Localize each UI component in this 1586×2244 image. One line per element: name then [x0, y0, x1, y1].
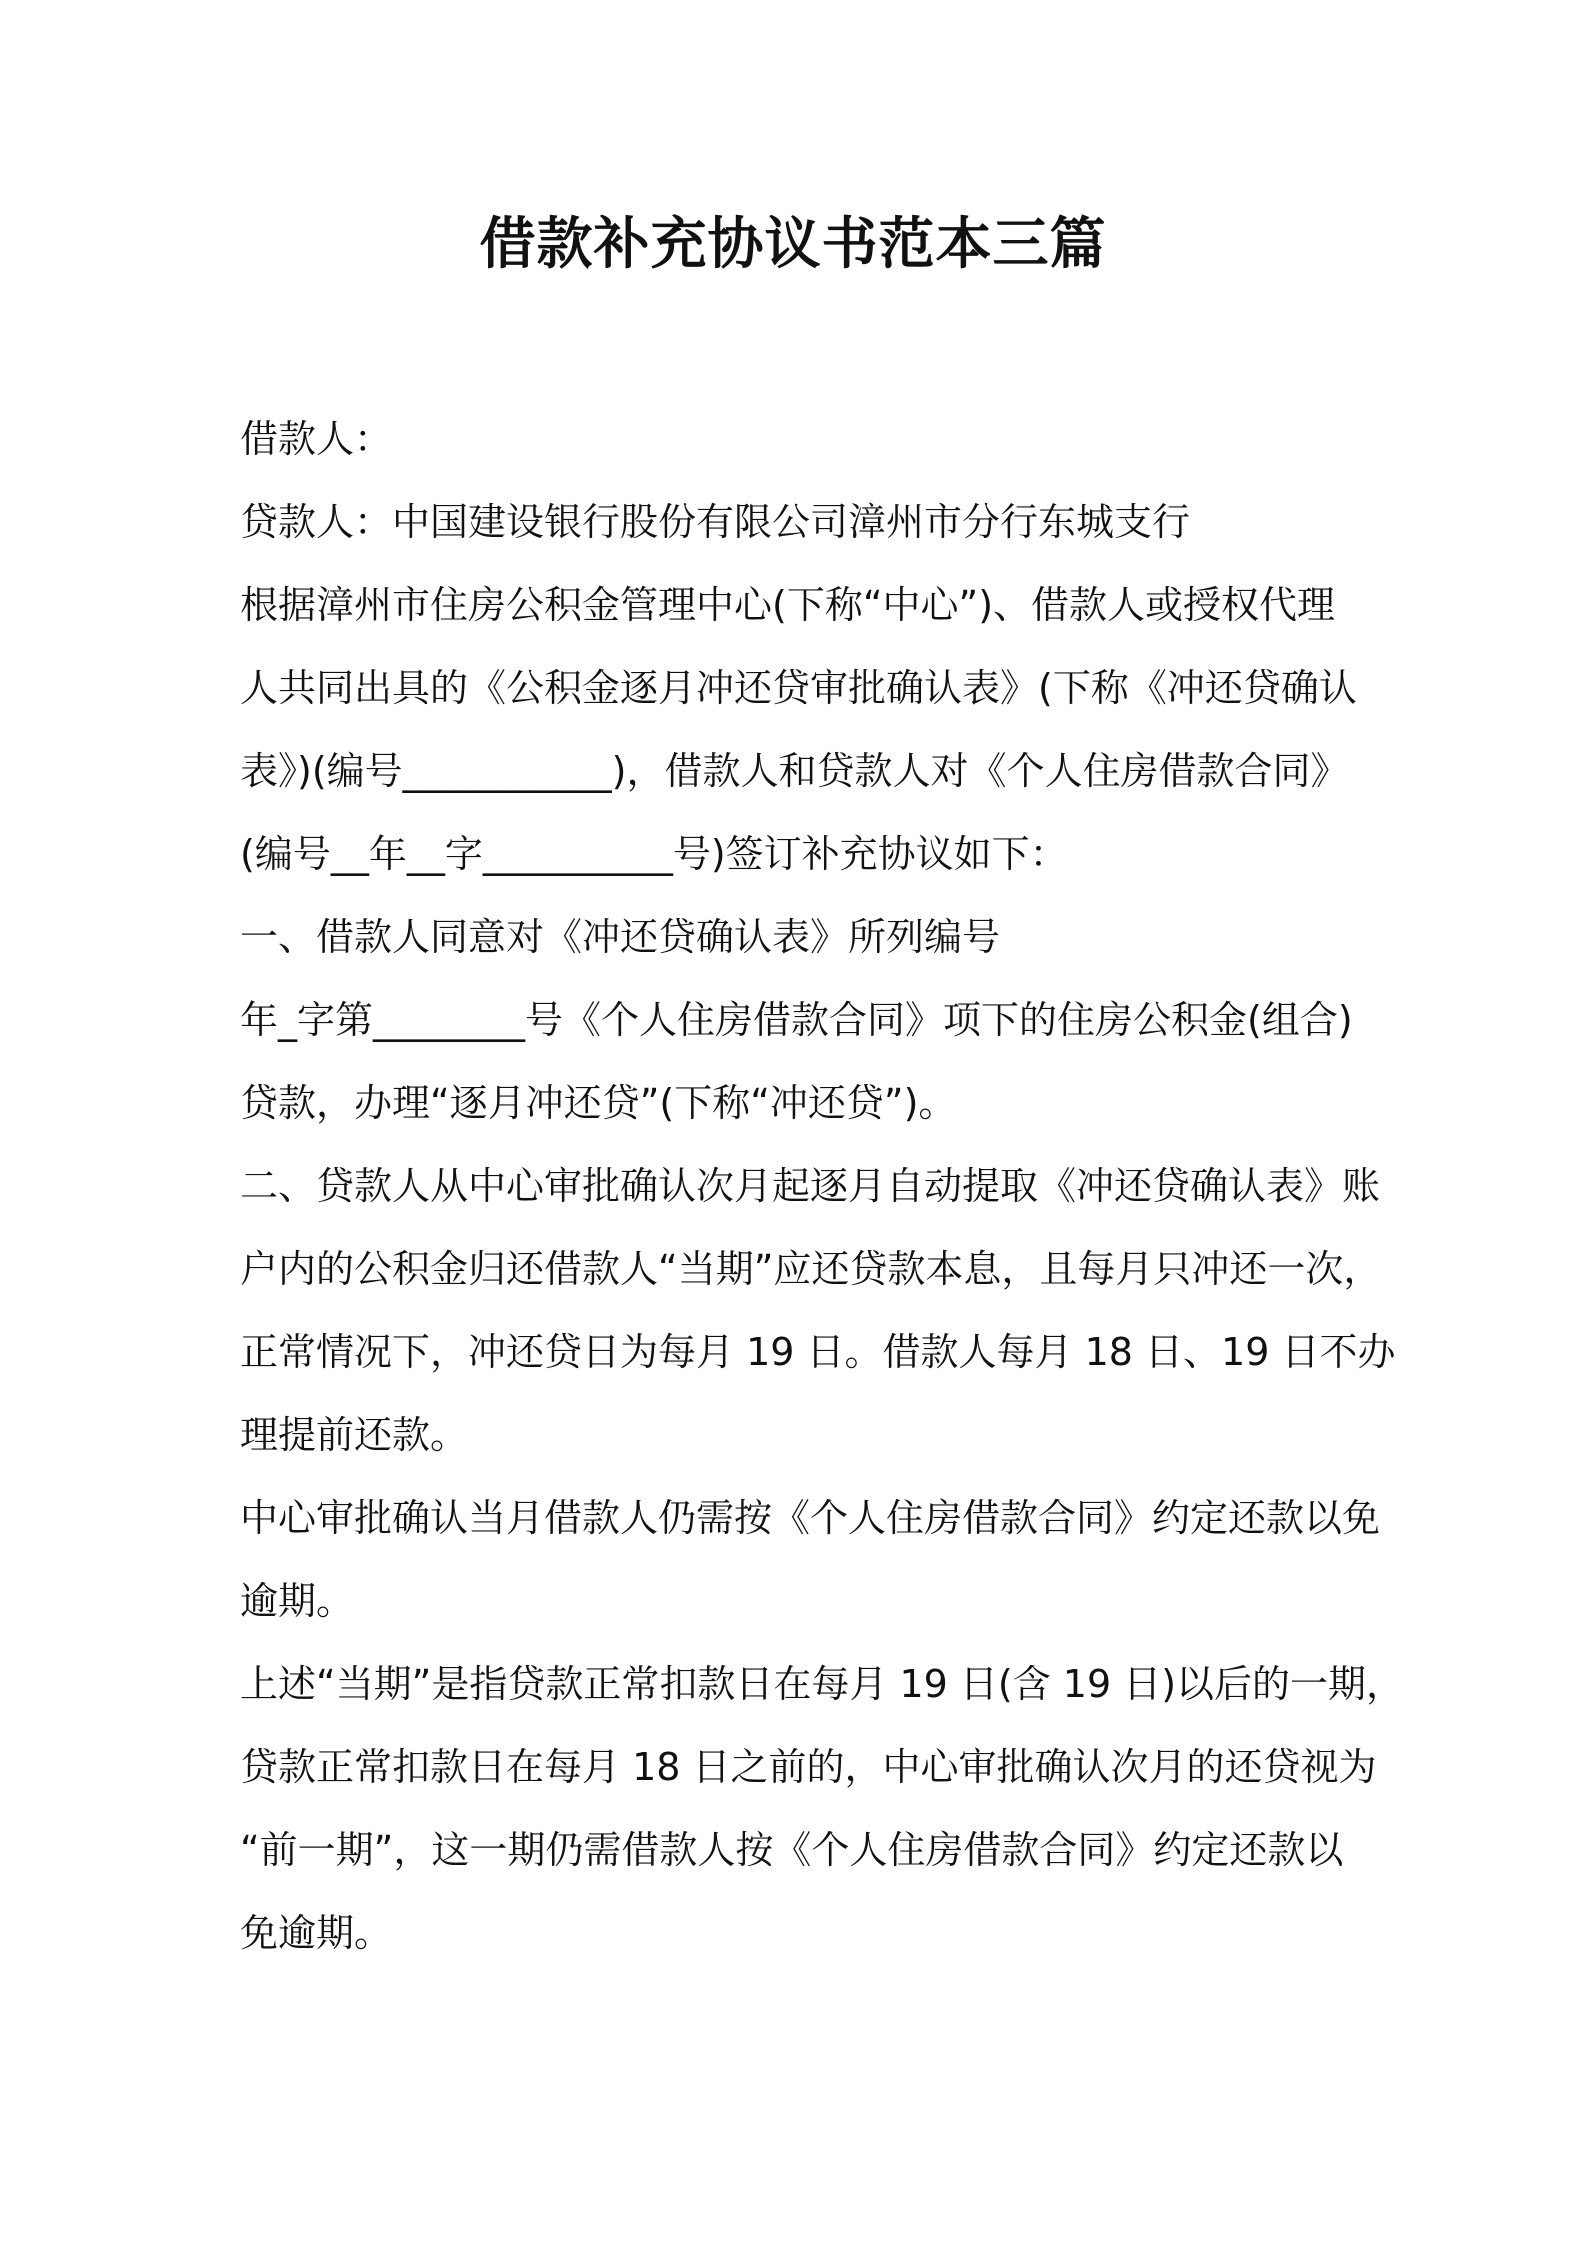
- body-line: 人共同出具的《公积金逐月冲还贷审批确认表》(下称《冲还贷确认: [240, 666, 1357, 710]
- document-body: [240, 398, 1405, 1975]
- body-line: 免逾期。: [240, 1911, 393, 1955]
- body-line: (编号__年__字__________号)签订补充协议如下：: [240, 832, 1068, 876]
- clause-two-line: 二、贷款人从中心审批确认次月起逐月自动提取《冲还贷确认表》账: [240, 1164, 1381, 1208]
- body-line: 上述“当期”是指贷款正常扣款日在每月 19 日(含 19 日)以后的一期，: [240, 1662, 1405, 1706]
- body-line: 户内的公积金归还借款人“当期”应还贷款本息，且每月只冲还一次，: [240, 1247, 1382, 1291]
- body-line: 逾期。: [240, 1579, 355, 1623]
- body-line: 中心审批确认当月借款人仍需按《个人住房借款合同》约定还款以免: [240, 1496, 1381, 1540]
- body-line: “前一期”，这一期仍需借款人按《个人住房借款合同》约定还款以: [240, 1828, 1344, 1872]
- body-line: 正常情况下，冲还贷日为每月 19 日。借款人每月 18 日、19 日不办: [240, 1330, 1396, 1374]
- clause-one-line: 一、借款人同意对《冲还贷确认表》所列编号: [240, 915, 1001, 959]
- body-line: 贷款，办理“逐月冲还贷”(下称“冲还贷”)。: [240, 1081, 957, 1125]
- body-line: 根据漳州市住房公积金管理中心(下称“中心”)、借款人或授权代理: [240, 583, 1336, 627]
- borrower-line: 借款人：: [240, 417, 393, 461]
- document-title: 借款补充协议书范本三篇: [479, 212, 1107, 277]
- body-line: 贷款正常扣款日在每月 18 日之前的，中心审批确认次月的还贷视为: [240, 1745, 1377, 1789]
- lender-line: 贷款人：中国建设银行股份有限公司漳州市分行东城支行: [240, 500, 1191, 544]
- body-line: 表》)(编号___________)，借款人和贷款人对《个人住房借款合同》: [240, 749, 1349, 793]
- body-line: 年_字第________号《个人住房借款合同》项下的住房公积金(组合): [240, 998, 1353, 1042]
- body-line: 理提前还款。: [240, 1413, 469, 1457]
